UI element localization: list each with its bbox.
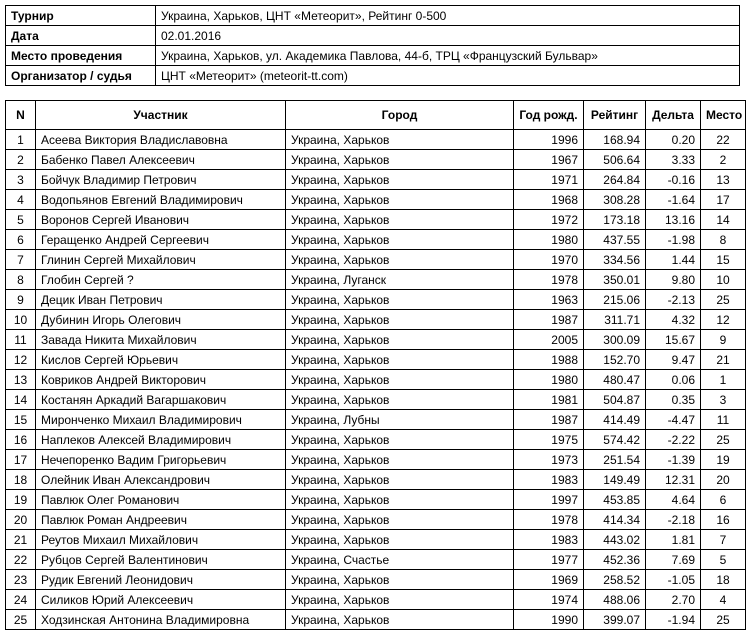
- info-row: [6, 66, 740, 86]
- cell-participant: Водопьянов Евгений Владимирович: [36, 190, 286, 210]
- cell-delta: 1.44: [646, 250, 701, 270]
- cell-city: Украина, Харьков: [286, 390, 514, 410]
- cell-rating: 453.85: [584, 490, 646, 510]
- cell-rating: 300.09: [584, 330, 646, 350]
- cell-n: 17: [6, 450, 36, 470]
- col-header-city: Город: [286, 101, 514, 130]
- cell-place: 25: [701, 610, 746, 630]
- cell-delta: 4.32: [646, 310, 701, 330]
- cell-place: 14: [701, 210, 746, 230]
- cell-participant: Геращенко Андрей Сергеевич: [36, 230, 286, 250]
- cell-birth-year: 1983: [514, 470, 584, 490]
- cell-birth-year: 1977: [514, 550, 584, 570]
- cell-birth-year: 1974: [514, 590, 584, 610]
- cell-birth-year: 1978: [514, 510, 584, 530]
- cell-participant: Ходзинская Антонина Владимировна: [36, 610, 286, 630]
- cell-n: 20: [6, 510, 36, 530]
- cell-participant: Миронченко Михаил Владимирович: [36, 410, 286, 430]
- cell-birth-year: 1968: [514, 190, 584, 210]
- cell-city: Украина, Харьков: [286, 330, 514, 350]
- cell-birth-year: 1988: [514, 350, 584, 370]
- cell-n: 1: [6, 130, 36, 150]
- cell-place: 7: [701, 530, 746, 550]
- cell-city: Украина, Харьков: [286, 230, 514, 250]
- cell-delta: -1.94: [646, 610, 701, 630]
- cell-participant: Дубинин Игорь Олегович: [36, 310, 286, 330]
- info-row: [6, 26, 740, 46]
- info-label: Дата: [6, 26, 156, 46]
- cell-rating: 350.01: [584, 270, 646, 290]
- info-value: Украина, Харьков, ул. Академика Павлова, 44-б, ТРЦ «Французский Бульвар»: [156, 46, 740, 66]
- cell-delta: 2.70: [646, 590, 701, 610]
- cell-city: Украина, Харьков: [286, 510, 514, 530]
- cell-n: 2: [6, 150, 36, 170]
- tournament-info-table: [5, 5, 740, 86]
- cell-place: 4: [701, 590, 746, 610]
- table-row: [6, 430, 746, 450]
- cell-birth-year: 2005: [514, 330, 584, 350]
- cell-birth-year: 1973: [514, 450, 584, 470]
- cell-place: 1: [701, 370, 746, 390]
- participants-table: [5, 100, 746, 630]
- cell-n: 23: [6, 570, 36, 590]
- cell-n: 7: [6, 250, 36, 270]
- cell-birth-year: 1972: [514, 210, 584, 230]
- table-row: [6, 410, 746, 430]
- cell-n: 4: [6, 190, 36, 210]
- cell-delta: -1.64: [646, 190, 701, 210]
- cell-rating: 251.54: [584, 450, 646, 470]
- cell-place: 17: [701, 190, 746, 210]
- table-row: [6, 610, 746, 630]
- cell-city: Украина, Харьков: [286, 370, 514, 390]
- cell-participant: Олейник Иван Александрович: [36, 470, 286, 490]
- cell-rating: 504.87: [584, 390, 646, 410]
- cell-birth-year: 1980: [514, 370, 584, 390]
- cell-city: Украина, Харьков: [286, 590, 514, 610]
- cell-rating: 506.64: [584, 150, 646, 170]
- table-row: [6, 310, 746, 330]
- cell-city: Украина, Харьков: [286, 350, 514, 370]
- cell-birth-year: 1978: [514, 270, 584, 290]
- cell-place: 6: [701, 490, 746, 510]
- cell-place: 15: [701, 250, 746, 270]
- cell-birth-year: 1997: [514, 490, 584, 510]
- cell-rating: 258.52: [584, 570, 646, 590]
- cell-participant: Асеева Виктория Владиславовна: [36, 130, 286, 150]
- cell-n: 8: [6, 270, 36, 290]
- cell-n: 11: [6, 330, 36, 350]
- cell-delta: 4.64: [646, 490, 701, 510]
- info-value: Украина, Харьков, ЦНТ «Метеорит», Рейтинг 0-500: [156, 6, 740, 26]
- table-row: [6, 150, 746, 170]
- cell-rating: 399.07: [584, 610, 646, 630]
- cell-n: 24: [6, 590, 36, 610]
- table-row: [6, 190, 746, 210]
- cell-participant: Реутов Михаил Михайлович: [36, 530, 286, 550]
- table-row: [6, 530, 746, 550]
- cell-participant: Глинин Сергей Михайлович: [36, 250, 286, 270]
- cell-n: 3: [6, 170, 36, 190]
- cell-place: 9: [701, 330, 746, 350]
- col-header-birth-year: Год рожд.: [514, 101, 584, 130]
- cell-city: Украина, Лубны: [286, 410, 514, 430]
- cell-participant: Костанян Аркадий Вагаршакович: [36, 390, 286, 410]
- cell-delta: 13.16: [646, 210, 701, 230]
- cell-birth-year: 1990: [514, 610, 584, 630]
- cell-city: Украина, Харьков: [286, 130, 514, 150]
- col-header-n: N: [6, 101, 36, 130]
- cell-n: 22: [6, 550, 36, 570]
- table-row: [6, 330, 746, 350]
- cell-rating: 414.34: [584, 510, 646, 530]
- cell-city: Украина, Луганск: [286, 270, 514, 290]
- cell-delta: -2.13: [646, 290, 701, 310]
- cell-city: Украина, Харьков: [286, 150, 514, 170]
- info-label: Организатор / судья: [6, 66, 156, 86]
- cell-city: Украина, Харьков: [286, 170, 514, 190]
- cell-birth-year: 1996: [514, 130, 584, 150]
- cell-place: 3: [701, 390, 746, 410]
- cell-n: 25: [6, 610, 36, 630]
- table-row: [6, 130, 746, 150]
- cell-birth-year: 1980: [514, 230, 584, 250]
- cell-delta: -4.47: [646, 410, 701, 430]
- cell-birth-year: 1981: [514, 390, 584, 410]
- cell-place: 20: [701, 470, 746, 490]
- cell-participant: Нечепоренко Вадим Григорьевич: [36, 450, 286, 470]
- cell-rating: 311.71: [584, 310, 646, 330]
- cell-delta: 0.06: [646, 370, 701, 390]
- cell-city: Украина, Харьков: [286, 530, 514, 550]
- cell-rating: 437.55: [584, 230, 646, 250]
- cell-rating: 149.49: [584, 470, 646, 490]
- info-label: Турнир: [6, 6, 156, 26]
- cell-place: 16: [701, 510, 746, 530]
- cell-rating: 480.47: [584, 370, 646, 390]
- table-row: [6, 210, 746, 230]
- col-header-rating: Рейтинг: [584, 101, 646, 130]
- cell-delta: 1.81: [646, 530, 701, 550]
- cell-rating: 173.18: [584, 210, 646, 230]
- cell-rating: 264.84: [584, 170, 646, 190]
- cell-delta: 9.80: [646, 270, 701, 290]
- table-row: [6, 350, 746, 370]
- cell-delta: 3.33: [646, 150, 701, 170]
- cell-city: Украина, Харьков: [286, 490, 514, 510]
- cell-delta: 15.67: [646, 330, 701, 350]
- col-header-delta: Дельта: [646, 101, 701, 130]
- cell-place: 2: [701, 150, 746, 170]
- table-row: [6, 270, 746, 290]
- cell-n: 12: [6, 350, 36, 370]
- cell-rating: 414.49: [584, 410, 646, 430]
- cell-n: 10: [6, 310, 36, 330]
- cell-participant: Децик Иван Петрович: [36, 290, 286, 310]
- col-header-participant: Участник: [36, 101, 286, 130]
- cell-city: Украина, Харьков: [286, 570, 514, 590]
- cell-birth-year: 1970: [514, 250, 584, 270]
- table-row: [6, 390, 746, 410]
- cell-participant: Кислов Сергей Юрьевич: [36, 350, 286, 370]
- cell-birth-year: 1975: [514, 430, 584, 450]
- info-label: Место проведения: [6, 46, 156, 66]
- cell-birth-year: 1967: [514, 150, 584, 170]
- cell-place: 25: [701, 290, 746, 310]
- info-value: 02.01.2016: [156, 26, 740, 46]
- cell-city: Украина, Харьков: [286, 610, 514, 630]
- cell-n: 6: [6, 230, 36, 250]
- table-row: [6, 490, 746, 510]
- cell-delta: -0.16: [646, 170, 701, 190]
- table-row: [6, 230, 746, 250]
- cell-delta: -1.39: [646, 450, 701, 470]
- cell-place: 8: [701, 230, 746, 250]
- cell-place: 21: [701, 350, 746, 370]
- table-row: [6, 170, 746, 190]
- cell-n: 19: [6, 490, 36, 510]
- cell-place: 22: [701, 130, 746, 150]
- cell-birth-year: 1963: [514, 290, 584, 310]
- table-row: [6, 290, 746, 310]
- table-row: [6, 570, 746, 590]
- cell-rating: 308.28: [584, 190, 646, 210]
- cell-n: 21: [6, 530, 36, 550]
- cell-place: 19: [701, 450, 746, 470]
- cell-birth-year: 1987: [514, 410, 584, 430]
- table-row: [6, 370, 746, 390]
- cell-participant: Силиков Юрий Алексеевич: [36, 590, 286, 610]
- cell-place: 11: [701, 410, 746, 430]
- cell-participant: Воронов Сергей Иванович: [36, 210, 286, 230]
- cell-place: 12: [701, 310, 746, 330]
- cell-delta: 9.47: [646, 350, 701, 370]
- cell-n: 5: [6, 210, 36, 230]
- cell-participant: Глобин Сергей ?: [36, 270, 286, 290]
- cell-n: 13: [6, 370, 36, 390]
- cell-delta: -2.18: [646, 510, 701, 530]
- cell-participant: Бойчук Владимир Петрович: [36, 170, 286, 190]
- col-header-place: Место: [701, 101, 746, 130]
- cell-delta: 7.69: [646, 550, 701, 570]
- cell-participant: Завада Никита Михайлович: [36, 330, 286, 350]
- cell-rating: 443.02: [584, 530, 646, 550]
- cell-n: 15: [6, 410, 36, 430]
- cell-place: 25: [701, 430, 746, 450]
- cell-rating: 168.94: [584, 130, 646, 150]
- cell-city: Украина, Харьков: [286, 310, 514, 330]
- table-row: [6, 590, 746, 610]
- cell-birth-year: 1969: [514, 570, 584, 590]
- cell-n: 16: [6, 430, 36, 450]
- cell-rating: 152.70: [584, 350, 646, 370]
- cell-participant: Наплеков Алексей Владимирович: [36, 430, 286, 450]
- cell-participant: Рубцов Сергей Валентинович: [36, 550, 286, 570]
- cell-city: Украина, Харьков: [286, 210, 514, 230]
- cell-city: Украина, Харьков: [286, 450, 514, 470]
- table-row: [6, 550, 746, 570]
- cell-participant: Павлюк Олег Романович: [36, 490, 286, 510]
- cell-place: 10: [701, 270, 746, 290]
- cell-city: Украина, Харьков: [286, 470, 514, 490]
- cell-participant: Ковриков Андрей Викторович: [36, 370, 286, 390]
- cell-birth-year: 1971: [514, 170, 584, 190]
- cell-participant: Павлюк Роман Андреевич: [36, 510, 286, 530]
- cell-delta: 0.35: [646, 390, 701, 410]
- cell-rating: 334.56: [584, 250, 646, 270]
- cell-delta: -1.98: [646, 230, 701, 250]
- cell-delta: -1.05: [646, 570, 701, 590]
- cell-n: 9: [6, 290, 36, 310]
- table-row: [6, 510, 746, 530]
- cell-city: Украина, Харьков: [286, 290, 514, 310]
- cell-delta: 0.20: [646, 130, 701, 150]
- cell-n: 18: [6, 470, 36, 490]
- cell-rating: 215.06: [584, 290, 646, 310]
- cell-participant: Бабенко Павел Алексеевич: [36, 150, 286, 170]
- cell-n: 14: [6, 390, 36, 410]
- info-row: [6, 6, 740, 26]
- cell-rating: 488.06: [584, 590, 646, 610]
- cell-city: Украина, Харьков: [286, 250, 514, 270]
- cell-city: Украина, Счастье: [286, 550, 514, 570]
- cell-delta: 12.31: [646, 470, 701, 490]
- table-header-row: [6, 101, 746, 130]
- table-row: [6, 450, 746, 470]
- info-value: ЦНТ «Метеорит» (meteorit-tt.com): [156, 66, 740, 86]
- cell-rating: 452.36: [584, 550, 646, 570]
- cell-city: Украина, Харьков: [286, 430, 514, 450]
- info-row: [6, 46, 740, 66]
- cell-place: 13: [701, 170, 746, 190]
- cell-participant: Рудик Евгений Леонидович: [36, 570, 286, 590]
- cell-birth-year: 1983: [514, 530, 584, 550]
- cell-birth-year: 1987: [514, 310, 584, 330]
- cell-city: Украина, Харьков: [286, 190, 514, 210]
- cell-place: 18: [701, 570, 746, 590]
- cell-place: 5: [701, 550, 746, 570]
- cell-delta: -2.22: [646, 430, 701, 450]
- table-row: [6, 250, 746, 270]
- table-row: [6, 470, 746, 490]
- cell-rating: 574.42: [584, 430, 646, 450]
